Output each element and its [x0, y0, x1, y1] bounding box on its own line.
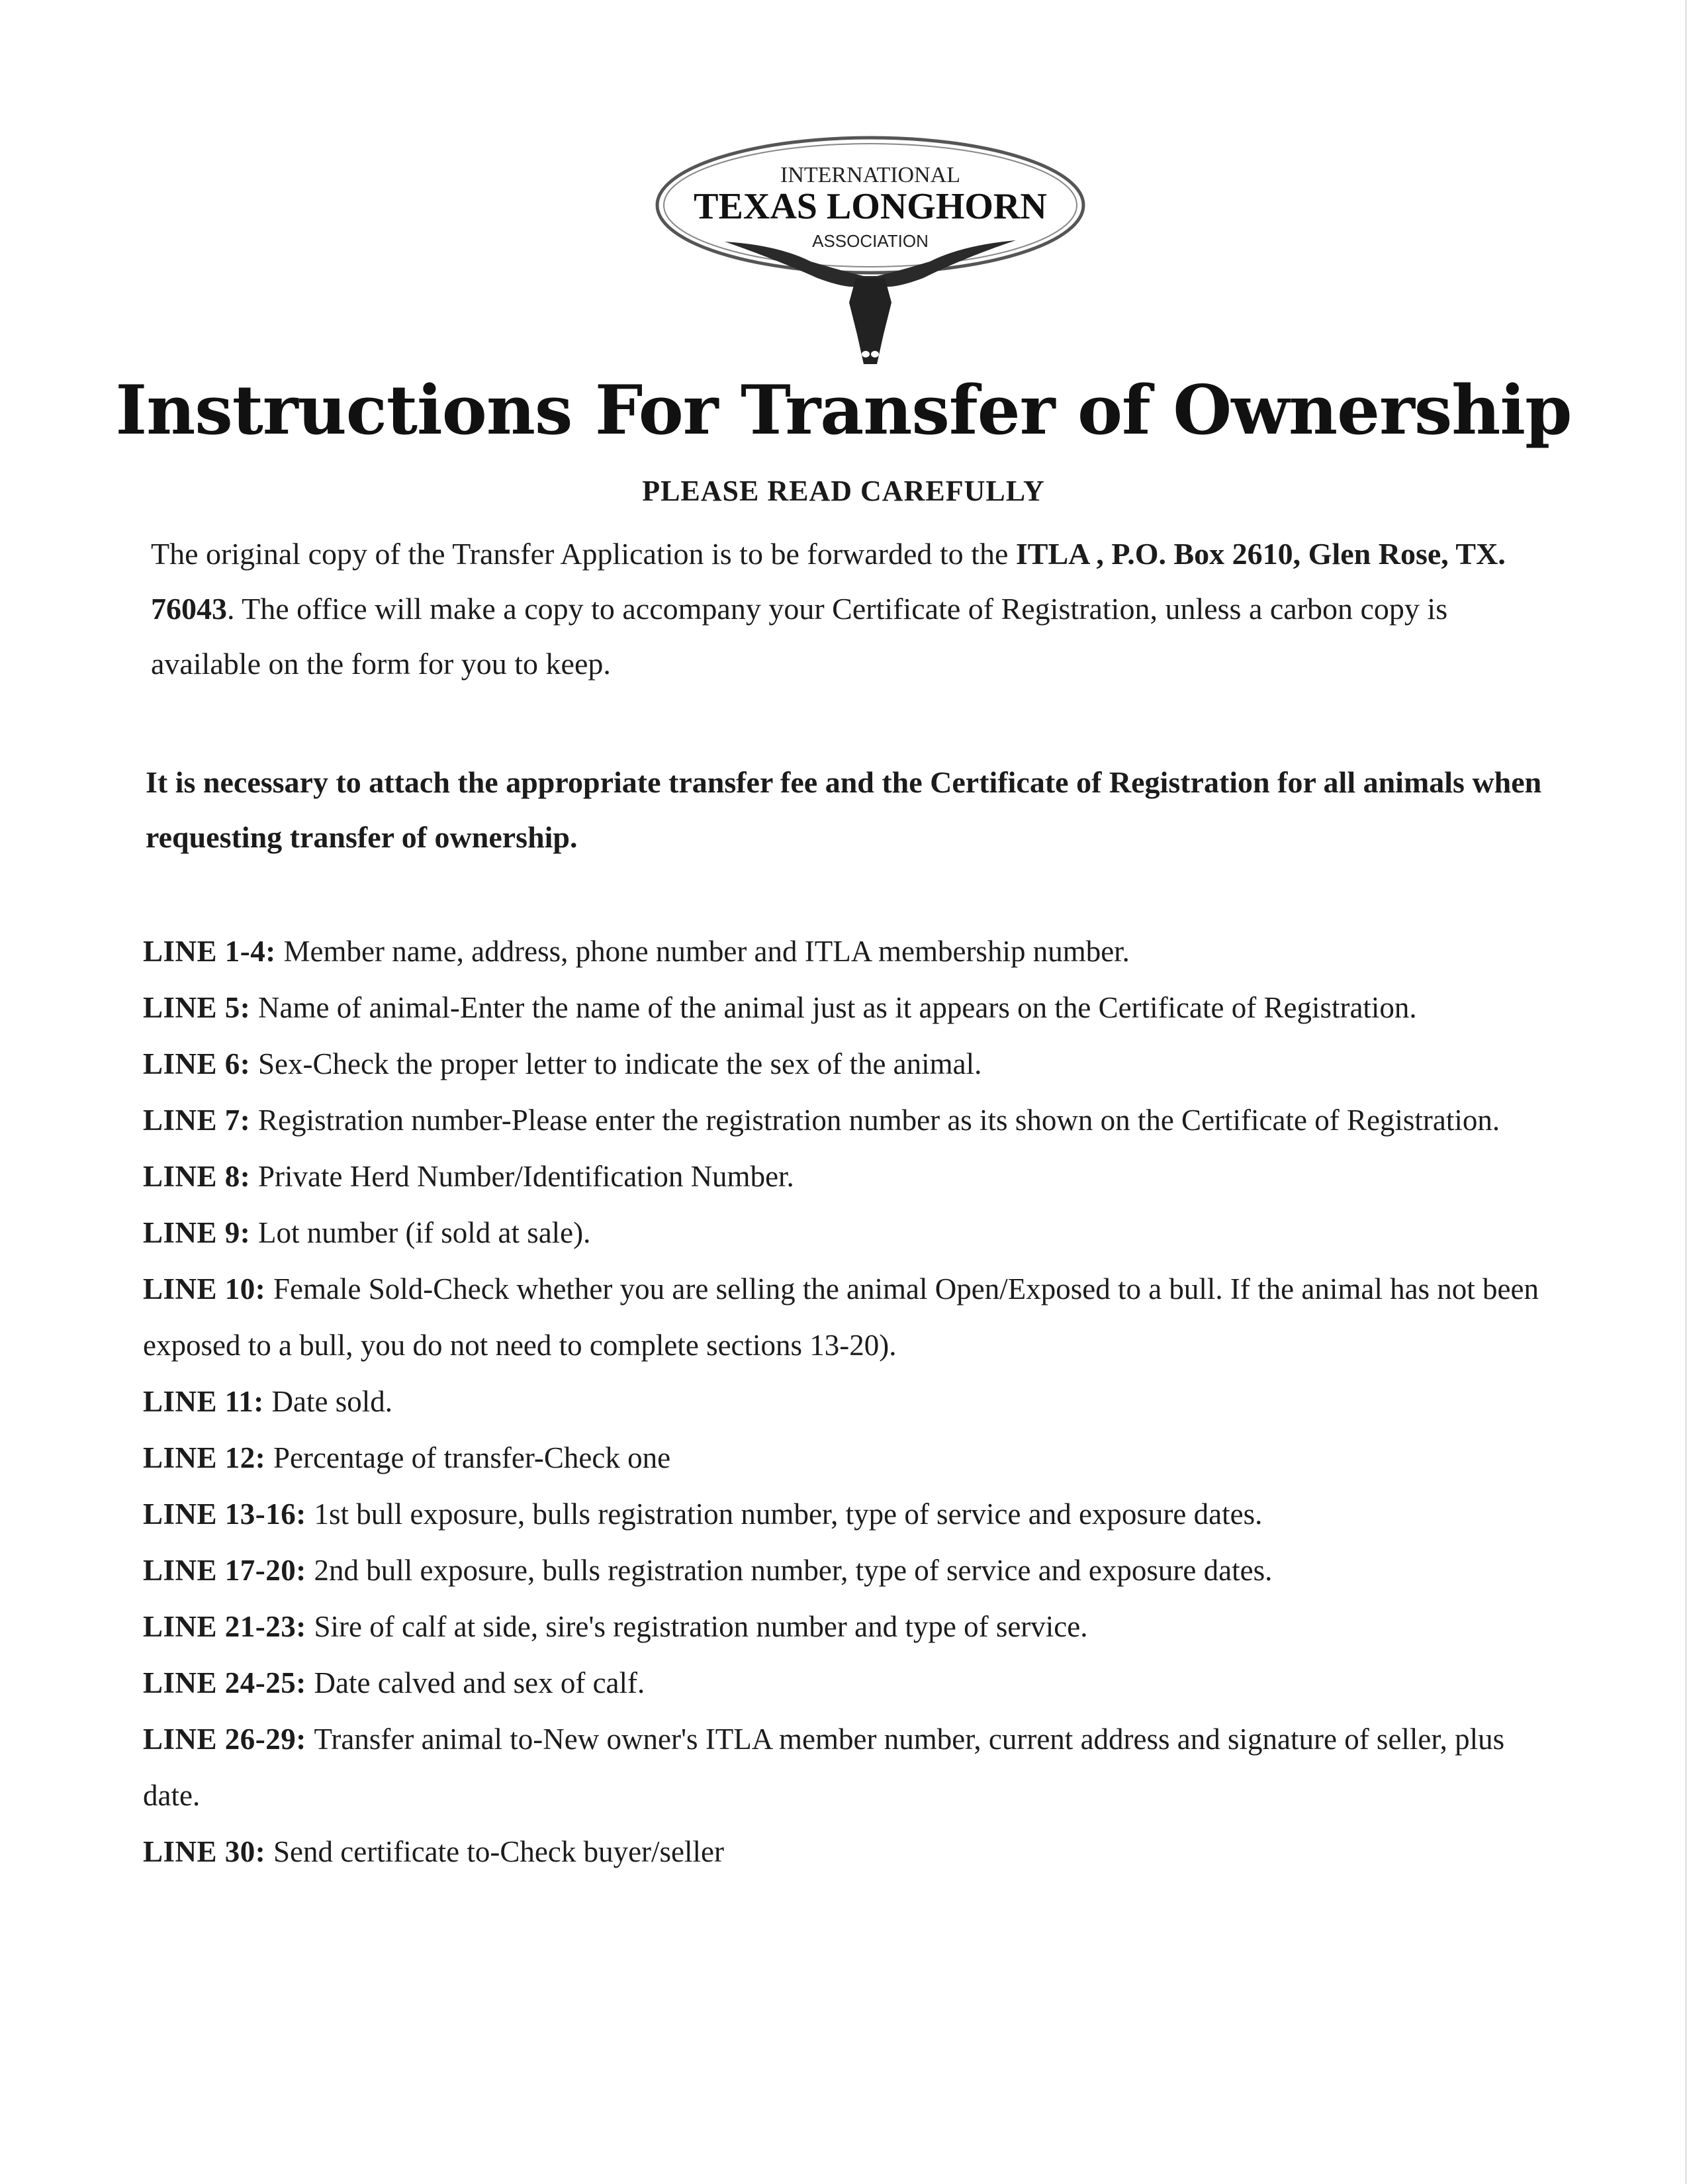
list-item — [143, 1711, 1559, 1824]
list-item — [143, 1205, 1559, 1261]
list-item — [143, 1430, 1559, 1486]
list-item — [143, 1824, 1559, 1880]
list-item — [143, 1149, 1559, 1205]
intro-text-part2: . The office will make a copy to accompany your Certificate of Registration, unless a carbon copy is available on the form for you to keep. — [151, 592, 1448, 681]
line-text: Date calved and sex of calf. — [314, 1666, 645, 1699]
list-item — [143, 1036, 1559, 1092]
line-text: Date sold. — [271, 1385, 393, 1418]
line-text: Transfer animal to-New owner's ITLA member number, current address and signature of seller, plus date. — [143, 1723, 1505, 1812]
list-item — [143, 1486, 1559, 1543]
line-text: 1st bull exposure, bulls registration number, type of service and exposure dates. — [314, 1497, 1263, 1531]
line-label: LINE 17-20: — [143, 1554, 306, 1587]
list-item — [143, 1261, 1559, 1374]
line-label: LINE 10: — [143, 1272, 266, 1306]
line-label: LINE 21-23: — [143, 1610, 306, 1643]
logo-line-association: ASSOCIATION — [812, 231, 929, 251]
logo-line-texas-longhorn: TEXAS LONGHORN — [694, 186, 1047, 227]
line-label: LINE 30: — [143, 1835, 266, 1868]
line-text: Female Sold-Check whether you are selling the animal Open/Exposed to a bull. If the animal has not been exposed to a bull, you do not need to complete sections 13-20). — [143, 1272, 1539, 1362]
line-text: 2nd bull exposure, bulls registration number, type of service and exposure dates. — [314, 1554, 1273, 1587]
list-item — [143, 1655, 1559, 1711]
line-label: LINE 9: — [143, 1216, 251, 1249]
line-text: Registration number-Please enter the registration number as its shown on the Certificate of Registration. — [258, 1104, 1500, 1137]
line-text: Percentage of transfer-Check one — [273, 1441, 671, 1474]
itla-logo — [645, 129, 1095, 381]
line-label: LINE 12: — [143, 1441, 266, 1474]
line-text: Sire of calf at side, sire's registration number and type of service. — [314, 1610, 1088, 1643]
line-label: LINE 26-29: — [143, 1723, 306, 1756]
line-label: LINE 11: — [143, 1385, 264, 1418]
line-label: LINE 6: — [143, 1047, 251, 1080]
line-label: LINE 8: — [143, 1160, 251, 1193]
list-item — [143, 1599, 1559, 1655]
intro-paragraph — [151, 526, 1547, 691]
line-instructions-list — [143, 924, 1559, 1880]
page-subtitle: PLEASE READ CAREFULLY — [642, 475, 1045, 507]
line-label: LINE 1-4: — [143, 935, 276, 968]
line-label: LINE 13-16: — [143, 1497, 306, 1531]
fee-notice: It is necessary to attach the appropriate transfer fee and the Certificate of Registration for all animals when requesting transfer of ownership. — [146, 765, 1542, 854]
logo-line-international: INTERNATIONAL — [780, 163, 960, 187]
line-text: Sex-Check the proper letter to indicate the sex of the animal. — [258, 1047, 982, 1080]
line-text: Private Herd Number/Identification Number. — [258, 1160, 794, 1193]
line-label: LINE 7: — [143, 1104, 251, 1137]
list-item — [143, 924, 1559, 980]
list-item — [143, 1543, 1559, 1599]
intro-mailing-address: ITLA , P.O. Box 2610, Glen Rose, TX. 76043 — [151, 537, 1506, 626]
line-text: Lot number (if sold at sale). — [258, 1216, 591, 1249]
intro-text-part1: The original copy of the Transfer Application is to be forwarded to the — [151, 537, 1016, 571]
list-item — [143, 1374, 1559, 1430]
line-label: LINE 5: — [143, 991, 251, 1024]
list-item — [143, 1092, 1559, 1149]
line-text: Send certificate to-Check buyer/seller — [273, 1835, 724, 1868]
line-text: Name of animal-Enter the name of the animal just as it appears on the Certificate of Registration. — [258, 991, 1417, 1024]
list-item — [143, 980, 1559, 1036]
line-label: LINE 24-25: — [143, 1666, 306, 1699]
line-text: Member name, address, phone number and ITLA membership number. — [283, 935, 1130, 968]
page-title: Instructions For Transfer of Ownership — [115, 371, 1572, 450]
